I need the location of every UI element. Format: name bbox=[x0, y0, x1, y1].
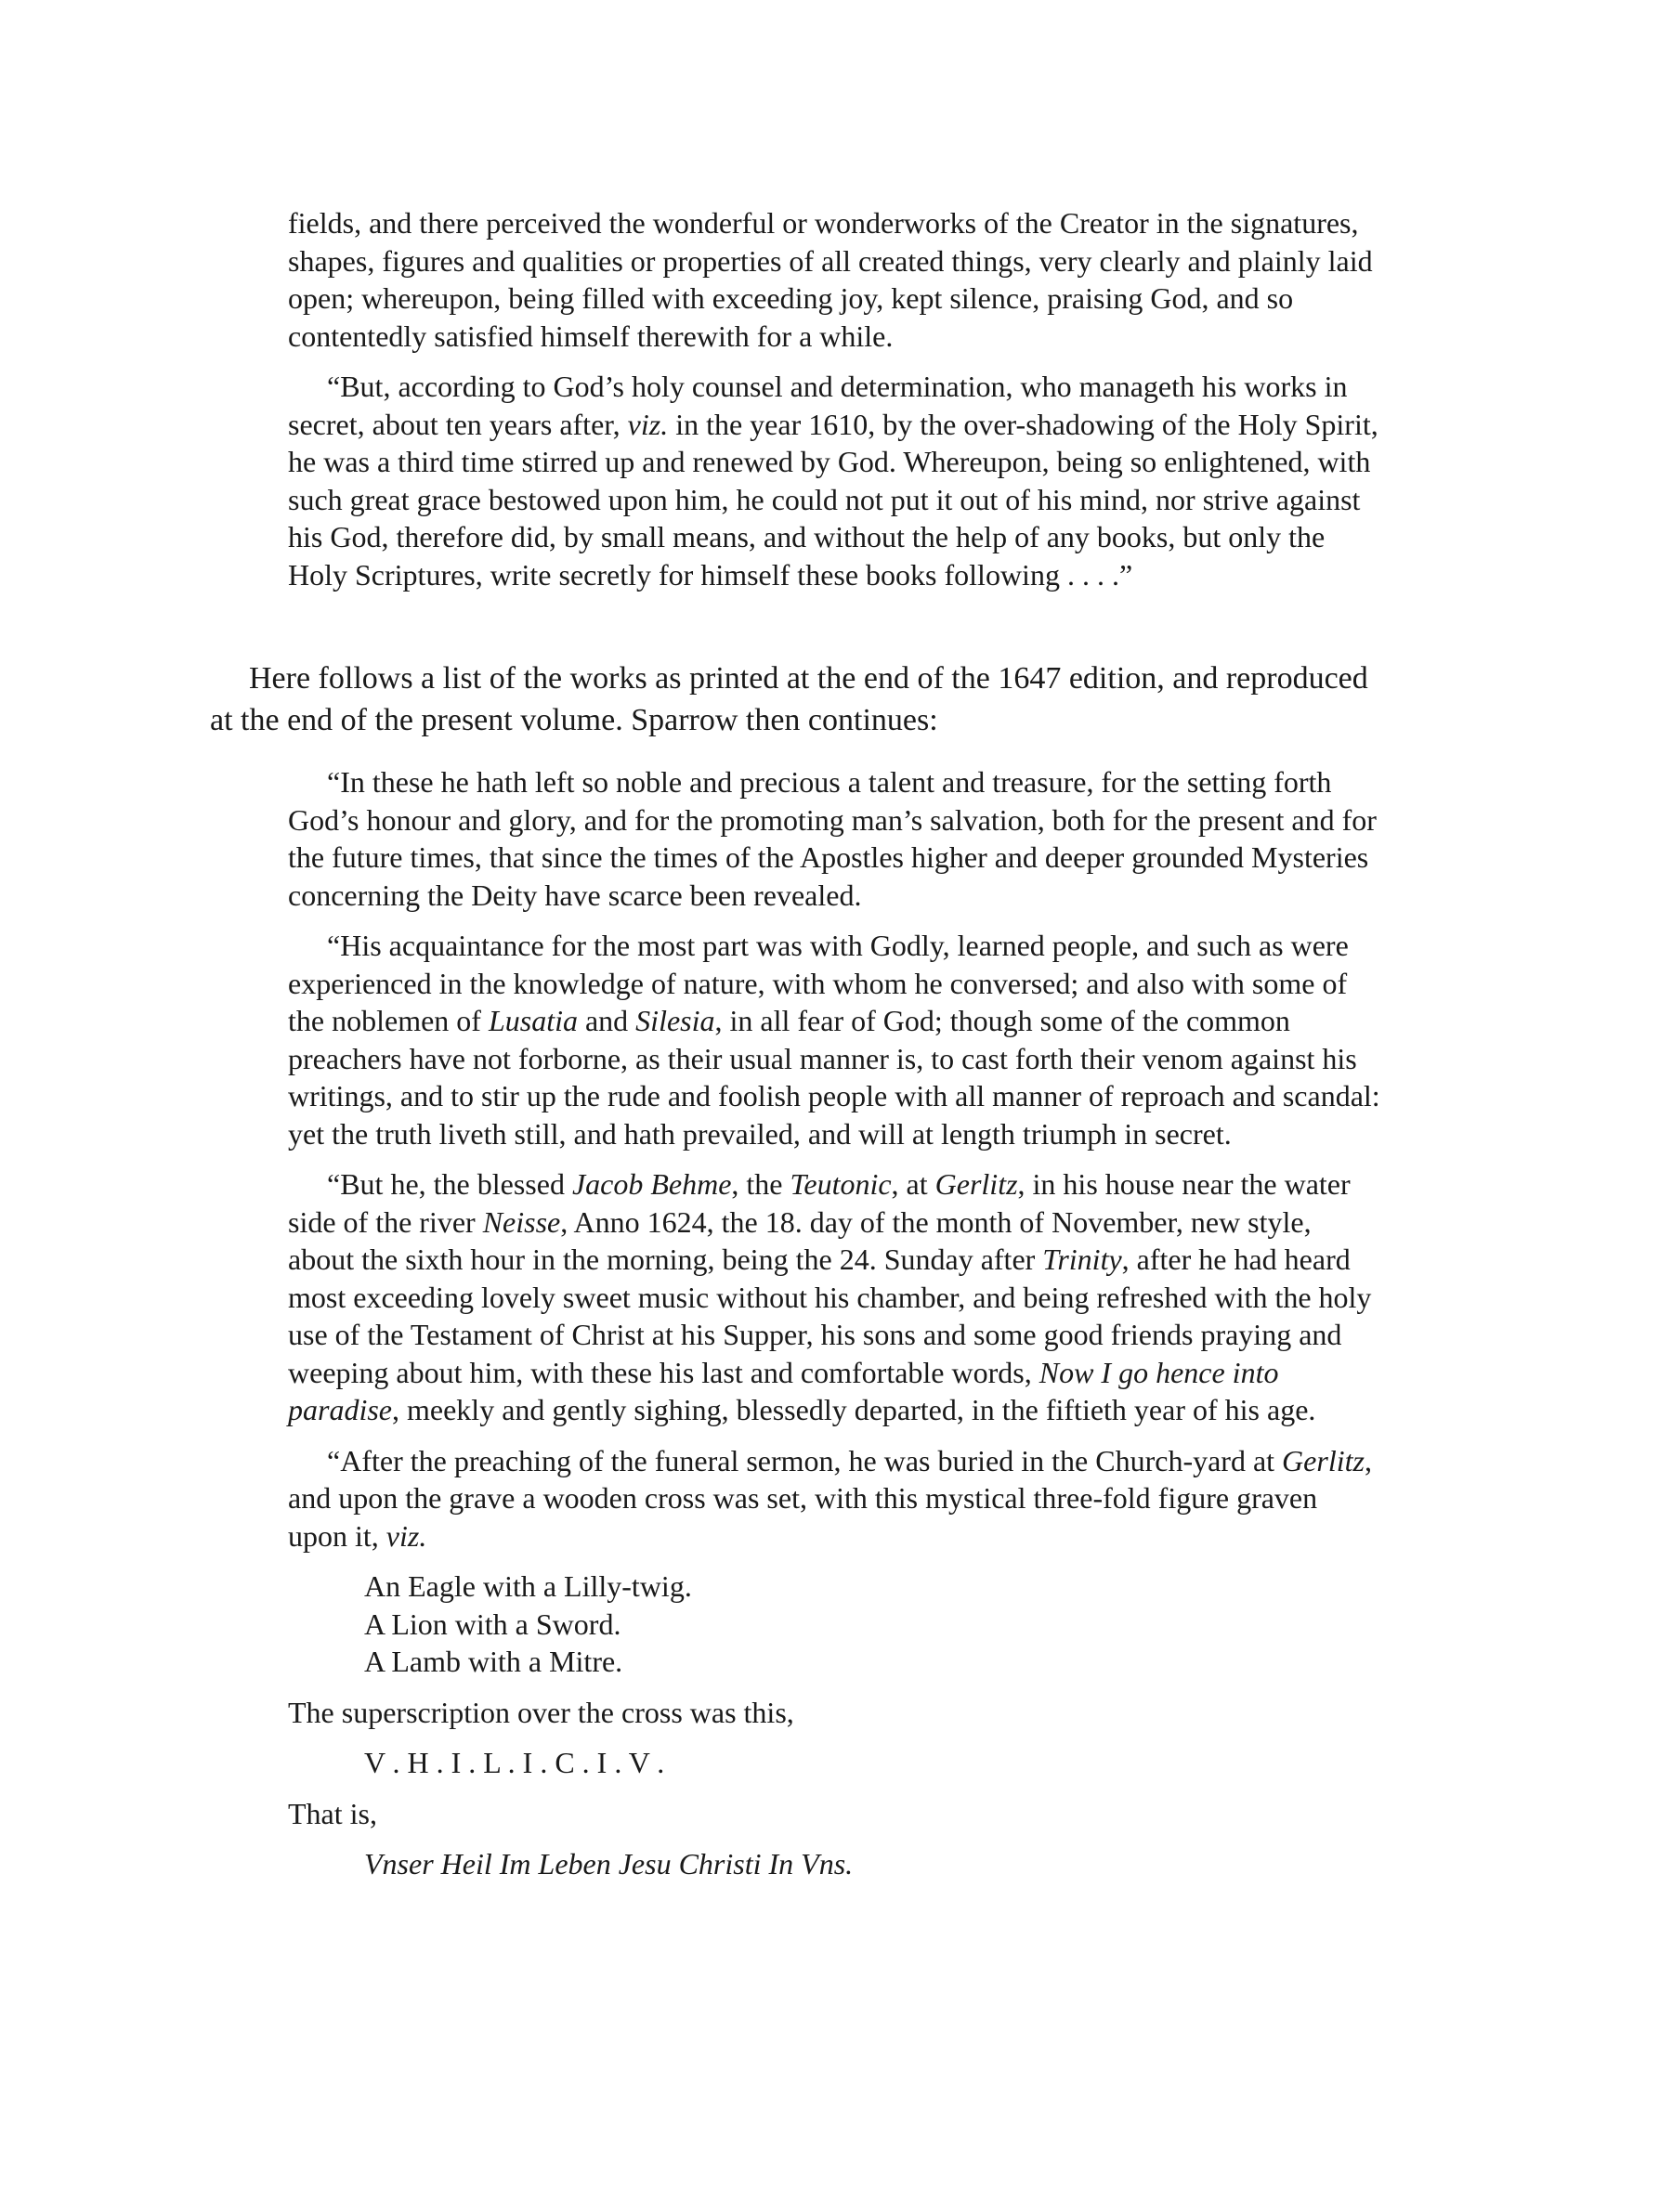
superscription-letters: V . H . I . L . I . C . I . V . bbox=[364, 1746, 665, 1779]
that-is-label: That is, bbox=[288, 1796, 377, 1830]
italic-text: viz. bbox=[385, 1518, 427, 1553]
quote-paragraph bbox=[288, 763, 1384, 914]
figure-line: An Eagle with a Lilly-twig. bbox=[364, 1569, 692, 1603]
quote-text: “His acquaintance for the most part was with Godly, learned people, and such as were experienced in the knowledge of nature, with whom he conversed; and also with some of the noblemen of bbox=[288, 929, 1349, 1037]
italic-text: Gerlitz bbox=[1282, 1443, 1365, 1477]
quote-text: “In these he hath left so noble and precious a talent and treasure, for the setting forth God’s honour and glory, and for the promoting man’s salvation, both for the present and for the future times, that since the times of the Apostles higher and deeper grounded Mysteries concerning the Deity have scarce been revealed. bbox=[288, 765, 1377, 912]
quote-paragraph bbox=[288, 927, 1384, 1152]
quote-text: , and upon the grave a wooden cross was set, with this mystical three-fold figure graven upon it, bbox=[288, 1443, 1372, 1553]
italic-text: Vnser Heil Im Leben Jesu Christi In Vns. bbox=[364, 1847, 854, 1880]
figure-line: A Lamb with a Mitre. bbox=[364, 1645, 623, 1678]
superscription-intro: The superscription over the cross was this, bbox=[288, 1695, 794, 1729]
italic-text: Neisse bbox=[482, 1204, 561, 1239]
italic-text: Teutonic bbox=[790, 1167, 892, 1201]
quote-text: “After the preaching of the funeral sermon, he was buried in the Church-yard at bbox=[327, 1443, 1283, 1477]
body-paragraph-block bbox=[210, 657, 1382, 741]
quote-text: , after he had heard most exceeding lovely sweet music without his chamber, and being refreshed with the holy use of the Testament of Christ at his Supper, his sons and some good friends praying and weeping about him, with these his last and comfortable words, bbox=[288, 1243, 1372, 1389]
quote-text: , Anno 1624, the 18. day of the month of November, new style, about the sixth hour in the morning, being the 24. Sunday after bbox=[288, 1204, 1312, 1276]
italic-text: Silesia bbox=[635, 1004, 715, 1037]
block-quote-continuation bbox=[288, 204, 1384, 593]
quote-text: fields, and there perceived the wonderful or wonderworks of the Creator in the signatures, shapes, figures and qualities or properties of all created things, very clearly and plainly laid open; whereupon, being filled with exceeding joy, kept silence, praising God, and so contentedly satisfied himself therewith for a while. bbox=[288, 206, 1373, 353]
italic-text: Now I go hence into paradise bbox=[288, 1355, 1279, 1426]
cross-figures-list bbox=[288, 1568, 1384, 1681]
quote-paragraph bbox=[288, 1442, 1384, 1555]
quote-paragraph bbox=[288, 204, 1384, 355]
quote-text: , in all fear of God; though some of the common preachers have not forborne, as their usual manner is, to cast forth their venom against his writings, and to stir up the rude and foolish people with all manner of reproach and scandal: yet the truth liveth still, and hath prevailed, and will at length triumph in secret. bbox=[288, 1004, 1380, 1151]
italic-text: viz. bbox=[627, 407, 669, 441]
quote-text: , the bbox=[731, 1167, 790, 1201]
italic-text: Gerlitz bbox=[934, 1167, 1018, 1201]
quote-paragraph bbox=[288, 1165, 1384, 1429]
italic-text: Trinity bbox=[1042, 1243, 1122, 1276]
block-quote-sparrow bbox=[288, 763, 1384, 1883]
quote-text: , at bbox=[891, 1167, 935, 1201]
quote-text: “But, according to God’s holy counsel and determination, who manageth his works in secret, about ten years after, bbox=[288, 370, 1348, 441]
quote-paragraph bbox=[288, 368, 1384, 593]
italic-text: Jacob Behme bbox=[571, 1167, 732, 1201]
quote-text: in the year 1610, by the over-shadowing of the Holy Spirit, he was a third time stirred up and renewed by God. Whereupon, being so enlightened, with such great grace bestowed upon him, he could not put it out of his mind, nor strive against his God, therefore did, by small means, and without the help of any books, but only the Holy Scriptures, write secretly for himself these books following . . . .” bbox=[288, 407, 1378, 592]
quote-text: “But he, the blessed bbox=[327, 1167, 572, 1201]
motto-line bbox=[288, 1845, 1384, 1883]
figure-line: A Lion with a Sword. bbox=[364, 1607, 621, 1641]
quote-text: , in his house near the water side of the river bbox=[288, 1167, 1351, 1239]
quote-text: , meekly and gently sighing, blessedly departed, in the fiftieth year of his age. bbox=[392, 1393, 1316, 1426]
italic-text: Lusatia bbox=[488, 1004, 578, 1037]
quote-text: and bbox=[577, 1004, 636, 1037]
body-paragraph: Here follows a list of the works as printed at the end of the 1647 edition, and reproduced at the end of the present volume. Sparrow then continues: bbox=[210, 661, 1368, 737]
